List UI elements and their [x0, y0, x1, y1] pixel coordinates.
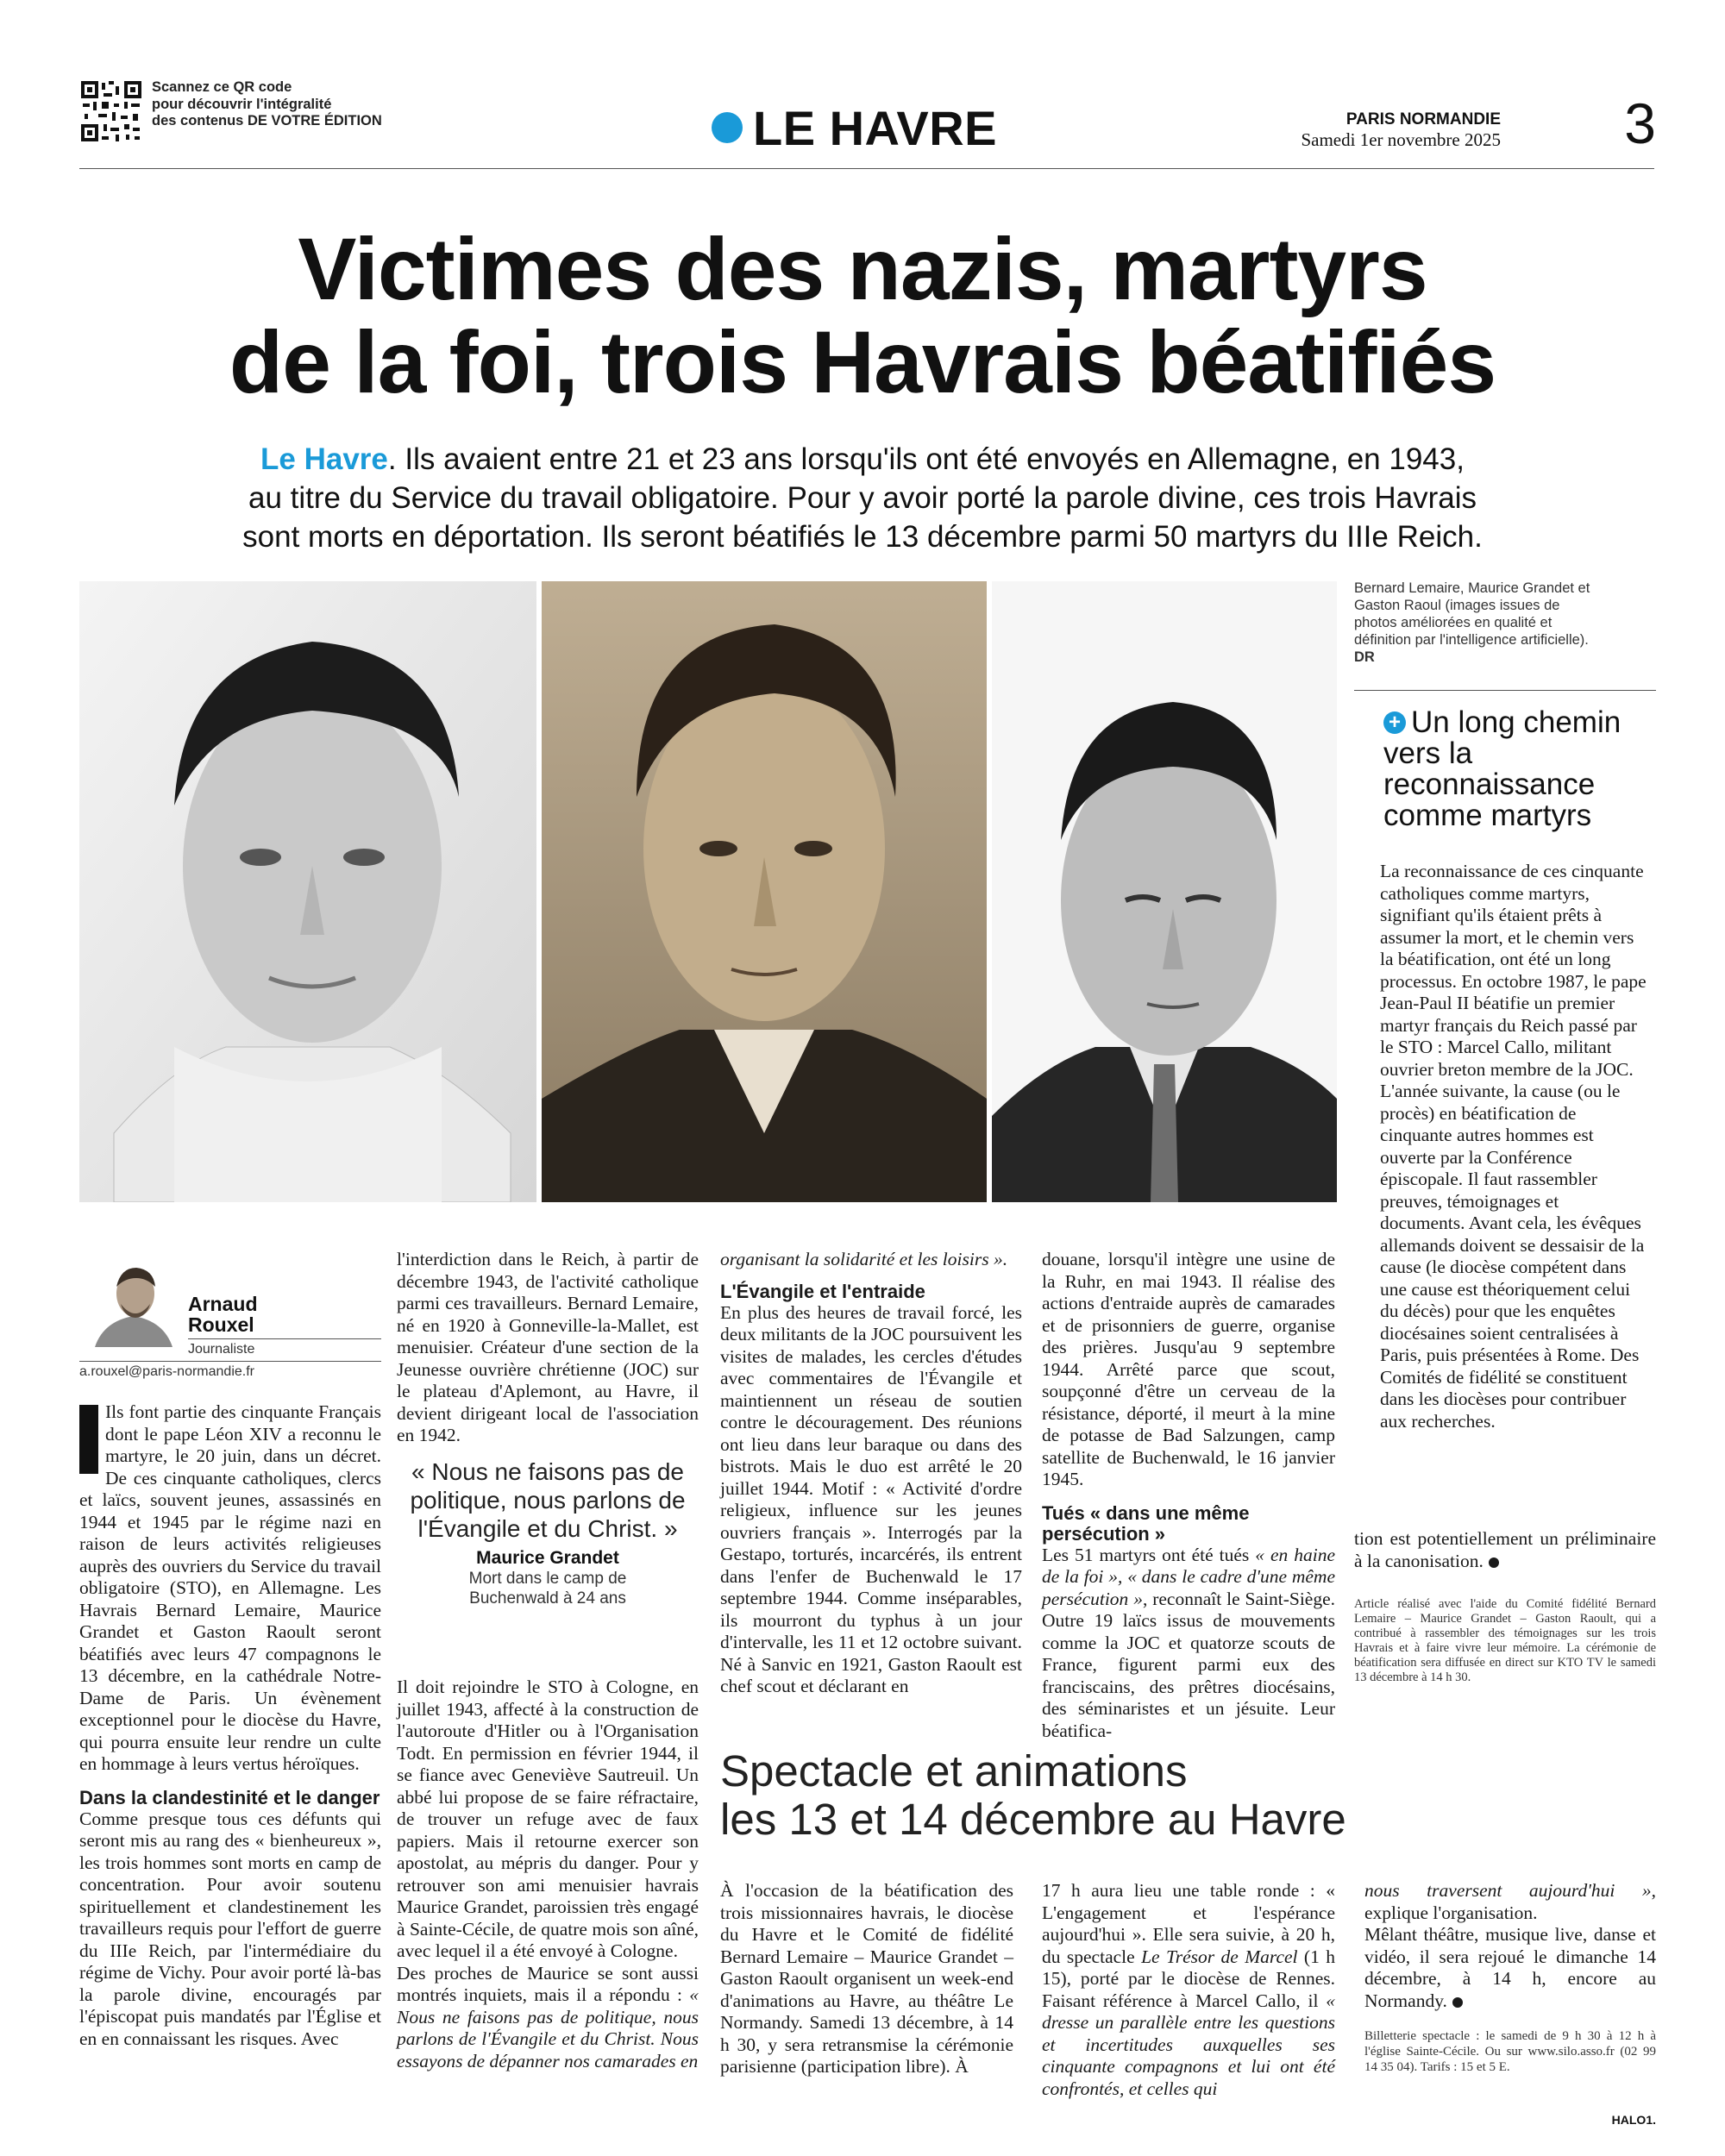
- qr-line-bold: DE VOTRE ÉDITION: [247, 113, 382, 128]
- chapo-text-2: au titre du Service du travail obligatoire. Pour y avoir porté la parole divine, ces trois Havrais: [248, 481, 1477, 515]
- photo-credit: DR: [1354, 649, 1375, 665]
- subhead-evangile: L'Évangile et l'entraide: [720, 1280, 925, 1302]
- subhead-clandestinite: Dans la clandestinité et le danger: [79, 1786, 380, 1808]
- col4-paragraph-1: douane, lorsqu'il intègre une usine de la Ruhr, en mai 1943. Il réalise des actions d'entraide auprès de camarades et de prisonniers de guerre, organise des prières. Jusqu'au 9 septembre 1944. Arrêté parce que scout, soupçonné d'être un cerveau de la résistance, déporté, il meurt à la mine de potasse de Bad Salzungen, camp satellite de Buchenwald, le 16 janvier 1945.: [1042, 1249, 1335, 1489]
- photo-caption: [1354, 580, 1596, 666]
- col3-quote-end: organisant la solidarité et les loisirs ».: [720, 1249, 1008, 1269]
- footer-code: HALO1.: [1611, 2113, 1656, 2127]
- qr-line-3: des contenus: [152, 113, 248, 128]
- col2-paragraph-1: l'interdiction dans le Reich, à partir de décembre 1943, de l'activité catholique parmi ces travailleurs. Bernard Lemaire, né en 1920 à Gonneville-la-Mallet, est menuisier. Créateur d'une section de la Jeunesse ouvrière chrétienne (JOC) sur le plateau d'Aplemont, au Havre, il devient dirigeant local de l'association en 1942.: [397, 1249, 699, 1445]
- drop-cap: [79, 1405, 98, 1474]
- col2-paragraph-3-text: Des proches de Maurice se sont aussi montrés inquiets, mais il a répondu :: [397, 1962, 699, 2005]
- section-bullet-icon: [712, 112, 743, 143]
- section-title: LE HAVRE: [753, 100, 997, 155]
- chapo-text-1: . Ils avaient entre 21 et 23 ans lorsqu'ils ont été envoyés en Allemagne, en 1943,: [387, 442, 1465, 476]
- sidebar-title-text: Un long chemin vers la reconnaissance comme martyrs: [1383, 705, 1622, 832]
- headline-line-1: Victimes des nazis, martyrs: [298, 220, 1427, 318]
- email-rule: [79, 1361, 381, 1362]
- qr-line-1: Scannez ce QR code: [152, 79, 292, 95]
- author-last-name: Rouxel: [188, 1313, 254, 1336]
- box-spectacle-col-3a: , explique l'organisation.: [1364, 1880, 1656, 1923]
- section-header: [712, 102, 997, 154]
- box-spectacle-col-2b: (1 h 15), porté par le diocèse de Rennes. Faisant référence à Marcel Callo, il: [1042, 1946, 1335, 2011]
- end-mark-icon: [1489, 1557, 1499, 1568]
- author-photo: [86, 1252, 181, 1347]
- chapo-place: Le Havre: [260, 442, 388, 476]
- author-email[interactable]: a.rouxel@paris-normandie.fr: [79, 1364, 254, 1379]
- box-spectacle-col-1: [720, 1880, 1013, 2078]
- pull-quote-role: Mort dans le camp de Buchenwald à 24 ans: [468, 1570, 627, 1608]
- box-spectacle-title: [720, 1747, 1583, 1844]
- sidebar-body: [1380, 861, 1647, 1432]
- end-mark-icon: [1452, 1997, 1463, 2008]
- article-lead: [79, 1401, 381, 1776]
- box-spectacle-col-2: [1042, 1880, 1335, 2100]
- header-rule: [79, 168, 1654, 169]
- col1-paragraph-2: Comme presque tous ces défunts qui seront mis au rang des « bienheureux », les trois hommes sont morts en camp de concentration. Pour avoir soutenu spirituellement et clandestinement les travailleurs requis pour l'effort de guerre du IIIe Reich, par l'intermédiaire du régime de Vichy. Pour avoir porté là-bas la parole divine, encouragés par l'épiscopat puis mandatés par l'Église et en en connaissant les risques. Avec: [79, 1808, 381, 2049]
- sidebar-title: [1383, 707, 1642, 831]
- box-spectacle-title-2: les 13 et 14 décembre au Havre: [720, 1795, 1346, 1844]
- photo-maurice-grandet: [542, 581, 987, 1202]
- box-spectacle-col-2-quote: « dresse un parallèle entre les questions et incertitudes auxquelles ses cinquante compagnons et lui ont été confrontés, et celles qui: [1042, 1990, 1335, 2099]
- photo-gaston-raoult: [992, 581, 1337, 1202]
- col3-paragraph-1: En plus des heures de travail forcé, les deux militants de la JOC poursuivent les visites de malades, les cercles d'études avec commentaires de l'Évangile et maintiennent un réseau de soutien contre le découragement. Des réunions ont lieu dans leur baraque ou dans des bistrots. Mais le duo est arrêté le 20 juillet 1944. Motif : « Activité d'ordre religieux, influence sur les jeunes ouvriers français ». Interrogés par la Gestapo, torturés, incarcérés, ils entrent dans l'enfer de Buchenwald le 17 septembre 1944. Comme inséparables, ils mourront du typhus à un jour d'intervalle, les 11 et 12 octobre suivant. Né à Sanvic en 1921, Gaston Raoult est chef scout et déclarant en: [720, 1301, 1022, 1696]
- article-column-2: [397, 1249, 699, 1447]
- box-spectacle-col-3: [1364, 1880, 1656, 2012]
- pull-quote: [397, 1457, 699, 1608]
- col2-paragraph-3-quote: « Nous ne faisons pas de politique, nous parlons de l'Évangile et du Christ. Nous essayons de dépanner nos camarades en: [397, 1984, 699, 2071]
- article-lead-text: Ils font partie des cinquante Français dont le pape Léon XIV a reconnu le martyre, le 20 juin, dans un décret. De ces cinquante catholiques, clercs et laïcs, souvent jeunes, assassinés en 1944 et 1945 par le régime nazi en raison de leurs activités religieuses auprès des ouvriers du Service du travail obligatoire (STO), en Allemagne. Les Havrais Bernard Lemaire, Maurice Grandet et Gaston Raoult seront béatifiés avec leurs 47 compagnons le 13 décembre, en la cathédrale Notre-Dame de Paris. Un évènement exceptionnel pour le diocèse du Havre, qui pourra ensuite leur rendre un culte en hommage à leurs vertus héroïques.: [79, 1401, 381, 1774]
- box-spectacle-col-3-quote: nous traversent aujourd'hui »: [1364, 1880, 1652, 1901]
- qr-code[interactable]: [79, 79, 143, 143]
- spectacle-name: Le Trésor de Marcel: [1141, 1946, 1298, 1967]
- article-column-2b: [397, 1677, 699, 2072]
- pull-quote-text: « Nous ne faisons pas de politique, nous parlons de l'Évangile et du Christ. »: [410, 1458, 686, 1542]
- author-name: [188, 1294, 258, 1335]
- box-spectacle-col-1-text: À l'occasion de la béatification des trois missionnaires havrais, le diocèse du Havre et le Comité de fidélité Bernard Lemaire – Maurice Grandet – Gaston Raoult organisent un week-end d'animations au Havre, au théâtre Le Normandy. Samedi 13 décembre, à 14 h 30, y sera retransmise la cérémonie parisienne (participation libre). À: [720, 1880, 1013, 2077]
- photo-bernard-lemaire: [79, 581, 536, 1202]
- article-column-3: [720, 1249, 1022, 1698]
- article-ending-text: tion est potentiellement un préliminaire à la canonisation.: [1354, 1528, 1656, 1571]
- col4-paragraph-2-quote: « en haine de la foi », « dans le cadre d'une même persécution »: [1042, 1544, 1335, 1609]
- pull-quote-author: Maurice Grandet: [476, 1548, 619, 1568]
- chapo-text-3: sont morts en déportation. Ils seront béatifiés le 13 décembre parmi 50 martyrs du IIIe Reich.: [242, 520, 1483, 554]
- edition-date: Samedi 1er novembre 2025: [1301, 129, 1501, 150]
- caption-rule: [1354, 690, 1656, 691]
- headline-line-2: de la foi, trois Havrais béatifiés: [229, 313, 1496, 411]
- page-number: 3: [1624, 91, 1656, 155]
- col4-paragraph-2c: , reconnaît le Saint-Siège. Outre 19 laïcs issus de mouvements comme la JOC et quatorze scouts de France, figurent parmi eux des franciscains, des prêtres diocésains, des séminaristes et un jésuite. Leur béatifica-: [1042, 1588, 1335, 1741]
- box-spectacle-title-1: Spectacle et animations: [720, 1746, 1188, 1796]
- col4-paragraph-2a: Les 51 martyrs ont été tués: [1042, 1544, 1256, 1565]
- box-spectacle-col-3b: Mêlant théâtre, musique live, danse et vidéo, il sera rejoué le dimanche 14 décembre, à 14 h, encore au Normandy.: [1364, 1924, 1656, 2011]
- headline: [69, 222, 1656, 409]
- box-spectacle-col-2a: 17 h aura lieu une table ronde : « L'engagement et l'espérance aujourd'hui ». Elle sera suivie, à 20 h, du spectacle: [1042, 1880, 1335, 1967]
- author-first-name: Arnaud: [188, 1293, 258, 1315]
- ticket-info: [1364, 2028, 1656, 2075]
- qr-caption: [152, 79, 382, 130]
- ticket-info-text: Billetterie spectacle : le samedi de 9 h 30 à 12 h à l'église Sainte-Cécile. Ou sur www.silo.asso.fr (02 99 14 35 04). Tarifs : 15 et 5 E.: [1364, 2029, 1656, 2074]
- chapo: [86, 440, 1639, 556]
- plus-icon: +: [1383, 711, 1406, 734]
- col2-paragraph-3: [397, 1963, 699, 2073]
- article-column-4: [1042, 1249, 1335, 1742]
- author-rule: [188, 1338, 381, 1339]
- photo-caption-text: Bernard Lemaire, Maurice Grandet et Gaston Raoul (images issues de photos améliorées en qualité et définition par l'intelligence artificielle).: [1354, 580, 1590, 648]
- article-column-1: [79, 1401, 381, 2050]
- paper-name: PARIS NORMANDIE: [1346, 110, 1501, 128]
- author-role: Journaliste: [188, 1342, 255, 1357]
- credit-note-text: Article réalisé avec l'aide du Comité fidélité Bernard Lemaire – Maurice Grandet – Gaston Raoult, qui a contribué à rassembler des témoignages sur les trois Havrais et à faire vivre leur mémoire. La cérémonie de béatification sera diffusée en direct sur KTO TV le samedi 13 décembre à 14 h 30.: [1354, 1597, 1656, 1684]
- sidebar-body-text: La reconnaissance de ces cinquante catholiques comme martyrs, signifiant qu'ils étaient prêts à assumer la mort, et le chemin vers la béatification, ont été un long processus. En octobre 1987, le pape Jean-Paul II béatifie un premier martyr français du Reich passé par le STO : Marcel Callo, militant ouvrier breton membre de la JOC. L'année suivante, la cause (ou le procès) en béatification de cinquante autres hommes est ouverte par la Conférence épiscopale. Il faut rassembler preuves, témoignages et documents. Avant cela, les évêques allemands doivent se dessaisir de la cause (le diocèse compétent dans une cause est théoriquement celui du décès) pour que les enquêtes diocésaines soient centralisées à Paris, puis présentées à Rome. Des Comités de fidélité se constituent dans les diocèses pour contribuer aux recherches.: [1380, 861, 1647, 1432]
- subhead-persecution: Tués « dans une même persécution »: [1042, 1501, 1250, 1545]
- article-ending: [1354, 1528, 1656, 1572]
- qr-line-2: pour découvrir l'intégralité: [152, 96, 332, 112]
- col2-paragraph-2: Il doit rejoindre le STO à Cologne, en juillet 1943, affecté à la construction de l'autoroute d'Hitler ou à l'Organisation Todt. En permission en février 1944, il se fiance avec Geneviève Sautreuil. Un abbé lui propose de se faire réfractaire, de trouver un refuge avec de faux papiers. Mais il retourne exercer son apostolat, au mépris du danger. Pour y retrouver son ami menuisier havrais Maurice Grandet, paroissien très engagé à Sainte-Cécile, de quatre mois son aîné, avec lequel il a été envoyé à Cologne.: [397, 1677, 699, 1961]
- credit-note: [1354, 1597, 1656, 1685]
